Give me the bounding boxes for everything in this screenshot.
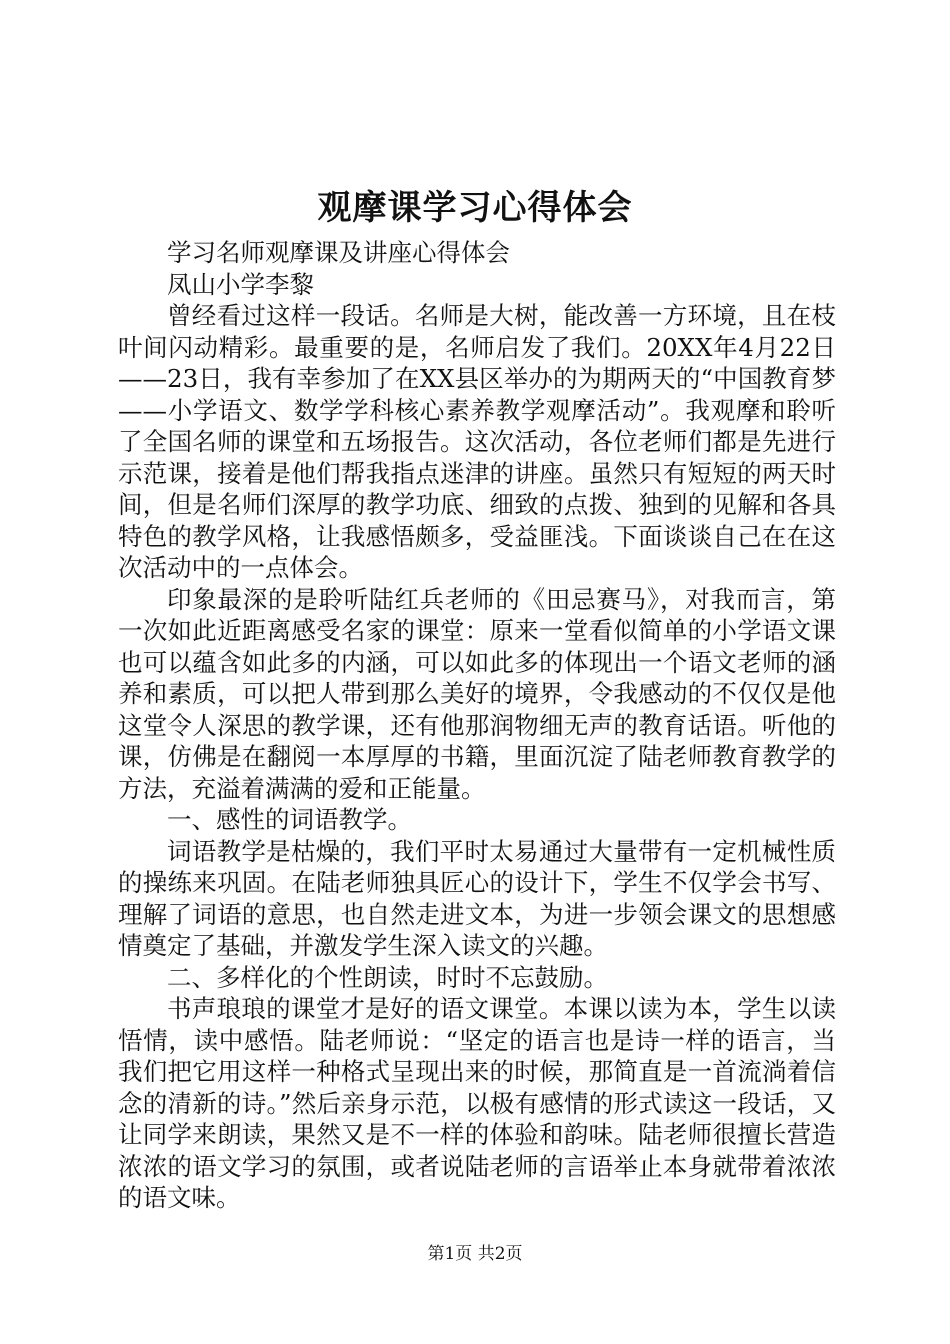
page-footer: 第1页 共2页 bbox=[427, 1244, 523, 1264]
body-paragraph: 词语教学是枯燥的，我们平时太易通过大量带有一定机械性质的操练来巩固。在陆老师独具匠心的设计下，学生不仅学会书写、理解了词语的意思，也自然走进文本，为进一步领会课文的思想感情奠定了基础，并激发学生深入读文的兴趣。 bbox=[118, 836, 836, 960]
body-paragraph: 印象最深的是聆听陆红兵老师的《田忌赛马》，对我而言，第一次如此近距离感受名家的课堂：原来一堂看似简单的小学语文课也可以蕴含如此多的内涵，可以如此多的体现出一个语文老师的涵养和素质，可以把人带到那么美好的境界，令我感动的不仅仅是他这堂令人深思的教学课，还有他那润物细无声的教育话语。听他的课，仿佛是在翻阅一本厚厚的书籍，里面沉淀了陆老师教育教学的方法，充溢着满满的爱和正能量。 bbox=[118, 584, 836, 803]
body-paragraph: 曾经看过这样一段话。名师是大树，能改善一方环境，且在枝叶间闪动精彩。最重要的是，名师启发了我们。20XX年4月22日——23日，我有幸参加了在XX县区举办的为期两天的“中国教育梦——小学语文、数学学科核心素养教学观摩活动”。我观摩和聆听了全国名师的课堂和五场报告。这次活动，各位老师们都是先进行示范课，接着是他们帮我指点迷津的讲座。虽然只有短短的两天时间，但是名师们深厚的教学功底、细致的点拨、独到的见解和各具特色的教学风格，让我感悟颇多，受益匪浅。下面谈谈自己在在这次活动中的一点体会。 bbox=[118, 301, 836, 582]
author-line: 凤山小学李黎 bbox=[167, 269, 314, 299]
section-heading: 二、多样化的个性朗读，时时不忘鼓励。 bbox=[167, 962, 608, 992]
body-paragraph: 书声琅琅的课堂才是好的语文课堂。本课以读为本，学生以读悟情，读中感悟。陆老师说：“坚定的语言也是诗一样的语言，当我们把它用这样一种格式呈现出来的时候，那简直是一首流淌着信念的清新的诗。”然后亲身示范，以极有感情的形式读这一段话，又让同学来朗读，果然又是不一样的体验和韵味。陆老师很擅长营造浓浓的语文学习的氛围，或者说陆老师的言语举止本身就带着浓浓的语文味。 bbox=[118, 994, 836, 1212]
subtitle-line: 学习名师观摩课及讲座心得体会 bbox=[167, 238, 510, 267]
document-title: 观摩课学习心得体会 bbox=[317, 188, 633, 228]
section-heading: 一、感性的词语教学。 bbox=[167, 805, 412, 834]
document-body bbox=[118, 237, 836, 1214]
